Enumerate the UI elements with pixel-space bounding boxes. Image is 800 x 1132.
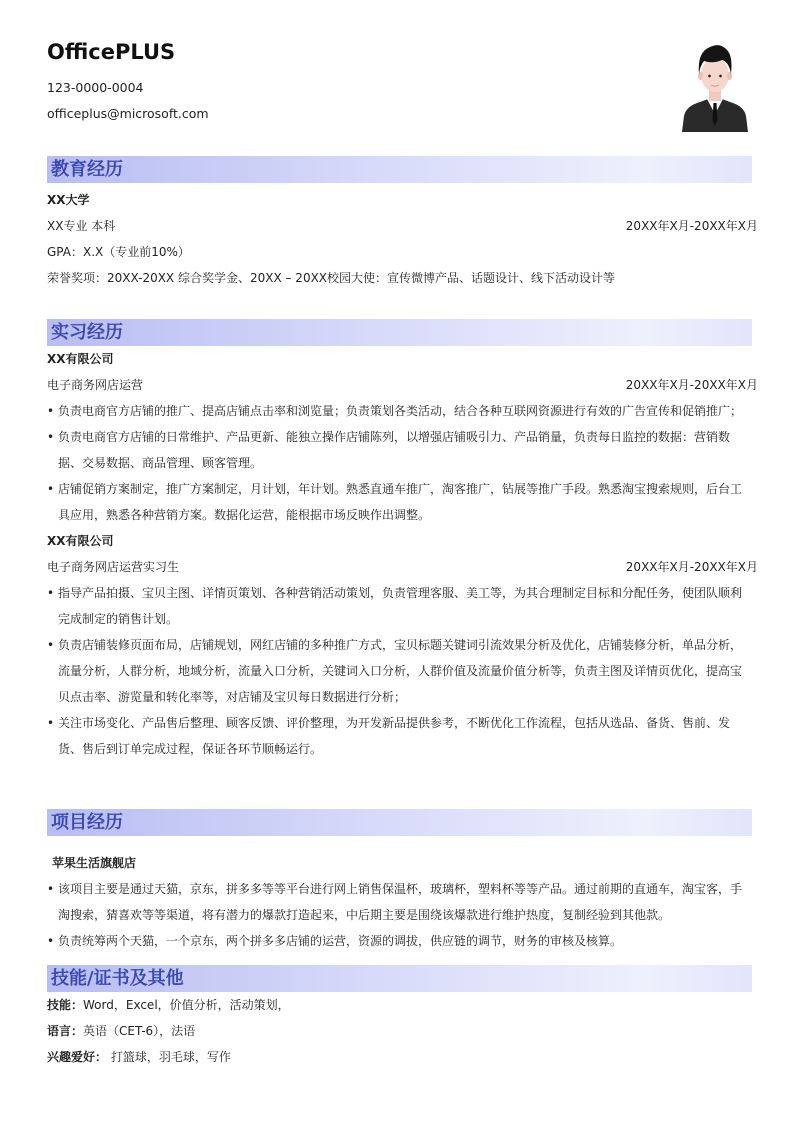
language-label: 语言： [47, 1024, 84, 1038]
language-value: 英语（CET-6），法语 [83, 1024, 196, 1038]
education-section [47, 156, 758, 291]
gpa: GPA：X.X（专业前10%） [47, 245, 190, 259]
job-role: 电子商务网店运营 [47, 378, 144, 392]
job-date: 20XX年X月-20XX年X月 [625, 560, 758, 574]
language-row [47, 1018, 752, 1044]
project-name: 苹果生活旗舰店 [52, 856, 137, 870]
education-major-row [47, 213, 758, 239]
project-bullet: • 该项目主要是通过天猫，京东，拼多多等等平台进行网上销售保温杯，玻璃杯，塑料杯等等产品。通过前期的直通车，淘宝客，手淘搜索，猜喜欢等等渠道，将有潜力的爆款打造起来，中后期主要是围绕该爆款进行维护热度，复制经验到其他款。 [47, 876, 752, 928]
company-name: XX有限公司 [47, 352, 114, 366]
hobby-label: 兴趣爱好： [47, 1050, 108, 1064]
phone-number: 123-0000-0004 [47, 80, 144, 95]
email-address: officeplus@microsoft.com [47, 106, 209, 121]
skill-value: Word，Excel，价值分析，活动策划， [83, 998, 290, 1012]
job-bullet: • 负责电商官方店铺的推广、提高店铺点击率和浏览量；负责策划各类活动，结合各种互联网资源进行有效的广告宣传和促销推广； [47, 398, 752, 424]
avatar [680, 40, 750, 132]
project-section [47, 809, 752, 954]
skills-heading: 技能/证书及其他 [47, 965, 752, 992]
internship-heading: 实习经历 [47, 319, 752, 346]
skill-row [47, 992, 752, 1018]
project-heading: 项目经历 [47, 809, 752, 836]
honors: 荣誉奖项：20XX-20XX 综合奖学金、20XX – 20XX校园大使：宣传微博产品、话题设计、线下活动设计等 [47, 271, 616, 285]
education-heading: 教育经历 [47, 156, 752, 183]
hobby-row [47, 1044, 752, 1070]
major-degree: XX专业 本科 [47, 219, 116, 233]
job-bullet: • 负责电商官方店铺的日常维护、产品更新、能独立操作店铺陈列，以增强店铺吸引力、产品销量，负责每日监控的数据：营销数据、交易数据、商品管理、顾客管理。 [47, 424, 752, 476]
company-name: XX有限公司 [47, 534, 114, 548]
project-bullet: • 负责统筹两个天猫，一个京东，两个拼多多店铺的运营，资源的调拔，供应链的调节，财务的审核及核算。 [47, 928, 752, 954]
job-bullet: • 关注市场变化、产品售后整理、顾客反馈、评价整理，为开发新品提供参考，不断优化工作流程，包括从选品、备货、售前、发货、售后到订单完成过程，保证各环节顺畅运行。 [47, 710, 752, 762]
job-date: 20XX年X月-20XX年X月 [625, 378, 758, 392]
job-bullet: • 店铺促销方案制定，推广方案制定，月计划，年计划。熟悉直通车推广，淘客推广，钻展等推广手段。熟悉淘宝搜索规则，后台工具应用，熟悉各种营销方案。数据化运营，能根据市场反映作出调整。 [47, 476, 752, 528]
job-bullet: • 指导产品拍摄、宝贝主图、详情页策划、各种营销活动策划，负责管理客服、美工等，为其合理制定目标和分配任务，使团队顺利完成制定的销售计划。 [47, 580, 752, 632]
job-role: 电子商务网店运营实习生 [47, 560, 180, 574]
job-role-row [47, 554, 758, 580]
job-bullet: • 负责店铺装修页面布局，店铺规划，网红店铺的多种推广方式，宝贝标题关键词引流效果分析及优化，店铺装修分析，单品分析，流量分析，人群分析，地域分析，流量入口分析，关键词入口分析，人群价值及流量价值分析等，负责主图及详情页优化，提高宝贝点击率、游览量和转化率等，对店铺及宝贝每日数据进行分析； [47, 632, 752, 710]
skills-section [47, 965, 752, 1070]
candidate-name: OfficePLUS [47, 40, 176, 64]
internship-section [47, 319, 758, 762]
hobby-value: 打篮球，羽毛球，写作 [107, 1050, 231, 1064]
skill-label: 技能： [47, 998, 84, 1012]
school-name: XX大学 [47, 193, 90, 207]
education-date: 20XX年X月-20XX年X月 [625, 219, 758, 233]
job-role-row [47, 372, 758, 398]
